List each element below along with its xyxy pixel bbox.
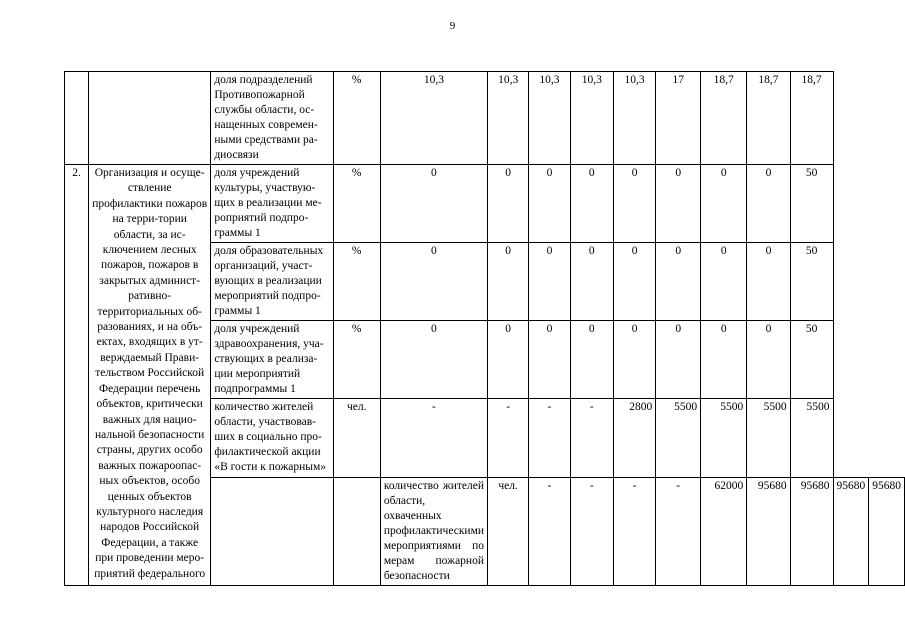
value-cell: 95680 xyxy=(869,478,905,586)
unit-cell: чел. xyxy=(488,478,529,586)
value-cell: 0 xyxy=(529,165,570,243)
value-cell: 0 xyxy=(570,243,613,321)
value-cell: 50 xyxy=(790,165,833,243)
value-cell: 10,3 xyxy=(380,72,487,165)
empty-number-cell xyxy=(65,72,89,165)
value-cell: 0 xyxy=(488,165,529,243)
value-cell: - xyxy=(656,478,701,586)
value-cell: 0 xyxy=(529,243,570,321)
task-number-cell: 2. xyxy=(65,165,89,586)
value-cell: 95680 xyxy=(833,478,869,586)
value-cell: 0 xyxy=(570,165,613,243)
value-cell: 0 xyxy=(747,165,790,243)
indicators-table xyxy=(64,71,905,586)
value-cell: 10,3 xyxy=(488,72,529,165)
value-cell: 0 xyxy=(613,243,655,321)
indicator-cell: количество жителей области, участвовав-ших в социально про-филактической акции «В гости к пожарным» xyxy=(211,399,333,478)
unit-cell: % xyxy=(333,321,380,399)
indicator-cell: доля учреждений культуры, участвую-щих в реализации ме-роприятий подпро-граммы 1 xyxy=(211,165,333,243)
indicator-cell: доля образовательных организаций, участ-вующих в реализации мероприятий подпро-граммы 1 xyxy=(211,243,333,321)
value-cell: 18,7 xyxy=(701,72,747,165)
value-cell: - xyxy=(529,399,570,478)
value-cell: 10,3 xyxy=(570,72,613,165)
value-cell: 0 xyxy=(747,321,790,399)
task-description-cell: Организация и осуще-ствление профилактики пожаров на терри-тории области, за ис-ключением лесных пожаров, пожаров в закрытых админист-ративно-территориальных об-разованиях, и на объ-ектах, входящих в ут-верждаемый Прави-тельством Российской Федерации перечень объектов, критически важных для нацио-нальной безопасности страны, других особо важных пожароопас-ных объектов, особо ценных объектов культурного наследия народов Российской Федерации, а также при проведении меро-приятий федерального xyxy=(89,165,211,586)
value-cell: 0 xyxy=(747,243,790,321)
value-cell: 18,7 xyxy=(790,72,833,165)
table-row xyxy=(65,72,905,165)
empty-task-cell xyxy=(89,72,211,165)
value-cell: - xyxy=(613,478,655,586)
value-cell: - xyxy=(488,399,529,478)
value-cell: 0 xyxy=(380,321,487,399)
page-number: 9 xyxy=(449,20,456,32)
value-cell: 10,3 xyxy=(529,72,570,165)
table-row xyxy=(65,165,905,243)
unit-cell: % xyxy=(333,243,380,321)
value-cell: 5500 xyxy=(790,399,833,478)
unit-cell: % xyxy=(333,72,380,165)
value-cell: 62000 xyxy=(701,478,747,586)
value-cell: 0 xyxy=(656,165,701,243)
value-cell: - xyxy=(529,478,570,586)
value-cell: - xyxy=(570,478,613,586)
value-cell: 0 xyxy=(380,165,487,243)
continued-task-cell xyxy=(333,478,380,586)
continued-number-cell xyxy=(211,478,333,586)
value-cell: 0 xyxy=(613,321,655,399)
value-cell: 0 xyxy=(613,165,655,243)
value-cell: 0 xyxy=(488,243,529,321)
indicator-cell: доля учреждений здравоохранения, уча-ствующих в реализа-ции мероприятий подпрограммы 1 xyxy=(211,321,333,399)
value-cell: 0 xyxy=(656,243,701,321)
value-cell: 17 xyxy=(656,72,701,165)
value-cell: 5500 xyxy=(656,399,701,478)
value-cell: 5500 xyxy=(747,399,790,478)
value-cell: 50 xyxy=(790,321,833,399)
value-cell: 0 xyxy=(701,243,747,321)
value-cell: 0 xyxy=(570,321,613,399)
value-cell: 0 xyxy=(529,321,570,399)
value-cell: 18,7 xyxy=(747,72,790,165)
value-cell: 0 xyxy=(701,321,747,399)
value-cell: - xyxy=(570,399,613,478)
indicator-cell: доля подразделений Противопожарной службы области, ос-нащенных современ-ными средствами ра-диосвязи xyxy=(211,72,333,165)
value-cell: 5500 xyxy=(701,399,747,478)
value-cell: 10,3 xyxy=(613,72,655,165)
unit-cell: чел. xyxy=(333,399,380,478)
value-cell: 0 xyxy=(380,243,487,321)
indicator-cell: количество жителей области, охваченных профилактическими мероприятиями по мерам пожарной безопасности xyxy=(380,478,487,586)
unit-cell: % xyxy=(333,165,380,243)
value-cell: 2800 xyxy=(613,399,655,478)
value-cell: 0 xyxy=(488,321,529,399)
value-cell: - xyxy=(380,399,487,478)
value-cell: 0 xyxy=(656,321,701,399)
value-cell: 95680 xyxy=(790,478,833,586)
value-cell: 0 xyxy=(701,165,747,243)
value-cell: 95680 xyxy=(747,478,790,586)
value-cell: 50 xyxy=(790,243,833,321)
